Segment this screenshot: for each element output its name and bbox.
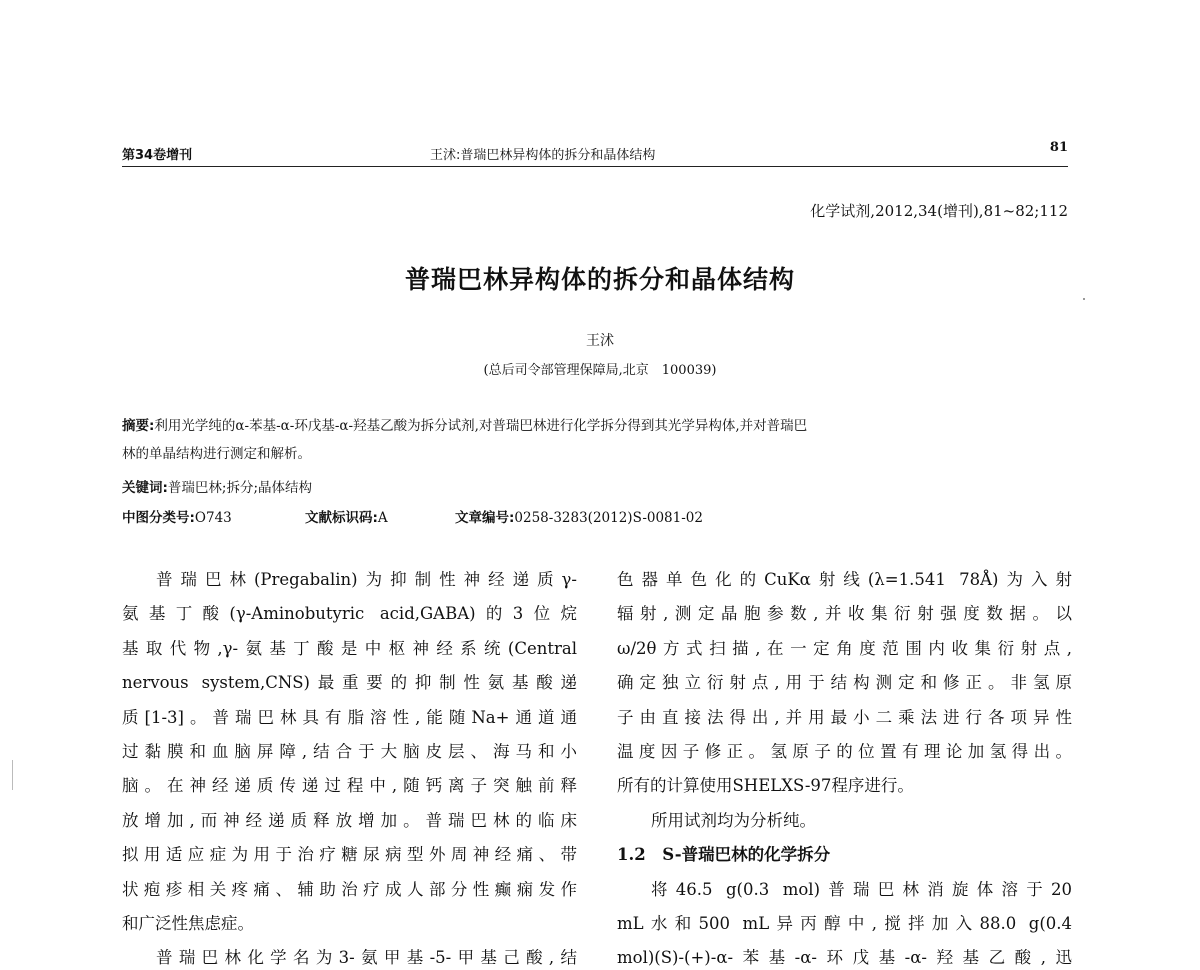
clc-value: O743: [194, 510, 232, 526]
running-title: 王沭:普瑞巴林异构体的拆分和晶体结构: [430, 148, 656, 163]
right-column-line: ω/2θ方式扫描,在一定角度范围内收集衍射点,: [617, 638, 1072, 658]
right-column-line: mol)(S)-(+)-α-苯基-α-环戊基-α-羟基乙酸,迅: [617, 948, 1072, 968]
article-number: [455, 506, 703, 526]
right-column-line: 将46.5 g(0.3 mol)普瑞巴林消旋体溶于20: [651, 879, 1072, 899]
citation: 化学试剂,2012,34(增刊),81~82;112: [810, 202, 1068, 220]
right-column-line: 子由直接法得出,并用最小二乘法进行各项异性: [617, 707, 1072, 727]
doc-code-value: A: [377, 510, 388, 526]
right-column-line: 1.2 S-普瑞巴林的化学拆分: [617, 845, 831, 865]
left-column-line: 拟用适应症为用于治疗糖尿病型外周神经痛、带: [122, 845, 577, 865]
author: 王沭: [586, 333, 614, 349]
right-column-line: 所有的计算使用SHELXS-97程序进行。: [617, 776, 914, 796]
right-column-line: 温度因子修正。氢原子的位置有理论加氢得出。: [617, 742, 1072, 761]
right-column-line: 色器单色化的CuKα射线(λ=1.541 78Å)为入射: [617, 570, 1072, 589]
article-title: 普瑞巴林异构体的拆分和晶体结构: [404, 265, 795, 294]
left-column-line: 普瑞巴林化学名为3-氨甲基-5-甲基己酸,结: [156, 948, 577, 968]
article-no-label: 文章编号:: [455, 510, 515, 526]
right-column-line: 确定独立衍射点,用于结构测定和修正。非氢原: [617, 673, 1072, 693]
right-column-line: mL水和500 mL异丙醇中,搅拌加入88.0 g(0.4: [617, 914, 1072, 933]
left-column-line: 质[1-3]。普瑞巴林具有脂溶性,能随Na+通道通: [122, 707, 577, 727]
left-column-line: 放增加,而神经递质释放增加。普瑞巴林的临床: [122, 810, 577, 830]
journal-volume: 第34卷增刊: [122, 148, 193, 163]
right-column-line: 辐射,测定晶胞参数,并收集衍射强度数据。以: [617, 604, 1072, 624]
clc-label: 中图分类号:: [122, 510, 195, 526]
left-column-line: 氨基丁酸(γ-Aminobutyric acid,GABA)的3位烷: [122, 604, 577, 624]
keywords-text: 普瑞巴林;拆分;晶体结构: [167, 480, 313, 496]
left-column-line: 脑。在神经递质传递过程中,随钙离子突触前释: [122, 776, 577, 796]
header-rule: [122, 166, 1068, 167]
left-column-line: 过黏膜和血脑屏障,结合于大脑皮层、海马和小: [122, 742, 577, 761]
abstract-text-1: 利用光学纯的α-苯基-α-环戊基-α-羟基乙酸为拆分试剂,对普瑞巴林进行化学拆分得到其光学异构体,并对普瑞巴: [154, 418, 808, 434]
keywords-label: 关键词:: [122, 480, 168, 496]
doc-code-label: 文献标识码:: [305, 510, 378, 526]
keywords: [122, 476, 312, 496]
left-column-line: nervous system,CNS)最重要的抑制性氨基酸递: [122, 673, 577, 693]
page-number: 81: [1049, 140, 1068, 155]
abstract-label: 摘要:: [122, 418, 155, 434]
clc-number: [122, 506, 232, 526]
left-column-line: 和广泛性焦虑症。: [122, 914, 254, 933]
scan-speck: [1083, 298, 1085, 300]
scan-mark: [12, 760, 13, 790]
left-column-line: 基取代物,γ-氨基丁酸是中枢神经系统(Central: [122, 638, 577, 658]
left-column-line: 状疱疹相关疼痛、辅助治疗成人部分性癫痫发作: [122, 879, 577, 899]
right-column-line: 所用试剂均为分析纯。: [651, 810, 816, 830]
affiliation: (总后司令部管理保障局,北京 100039): [483, 363, 717, 378]
abstract-line-2: 林的单晶结构进行测定和解析。: [122, 446, 311, 462]
document-code: [305, 506, 388, 526]
article-no-value: 0258-3283(2012)S-0081-02: [514, 510, 703, 526]
left-column-line: 普瑞巴林(Pregabalin)为抑制性神经递质γ-: [156, 570, 577, 589]
abstract-line-1: [122, 414, 1068, 434]
